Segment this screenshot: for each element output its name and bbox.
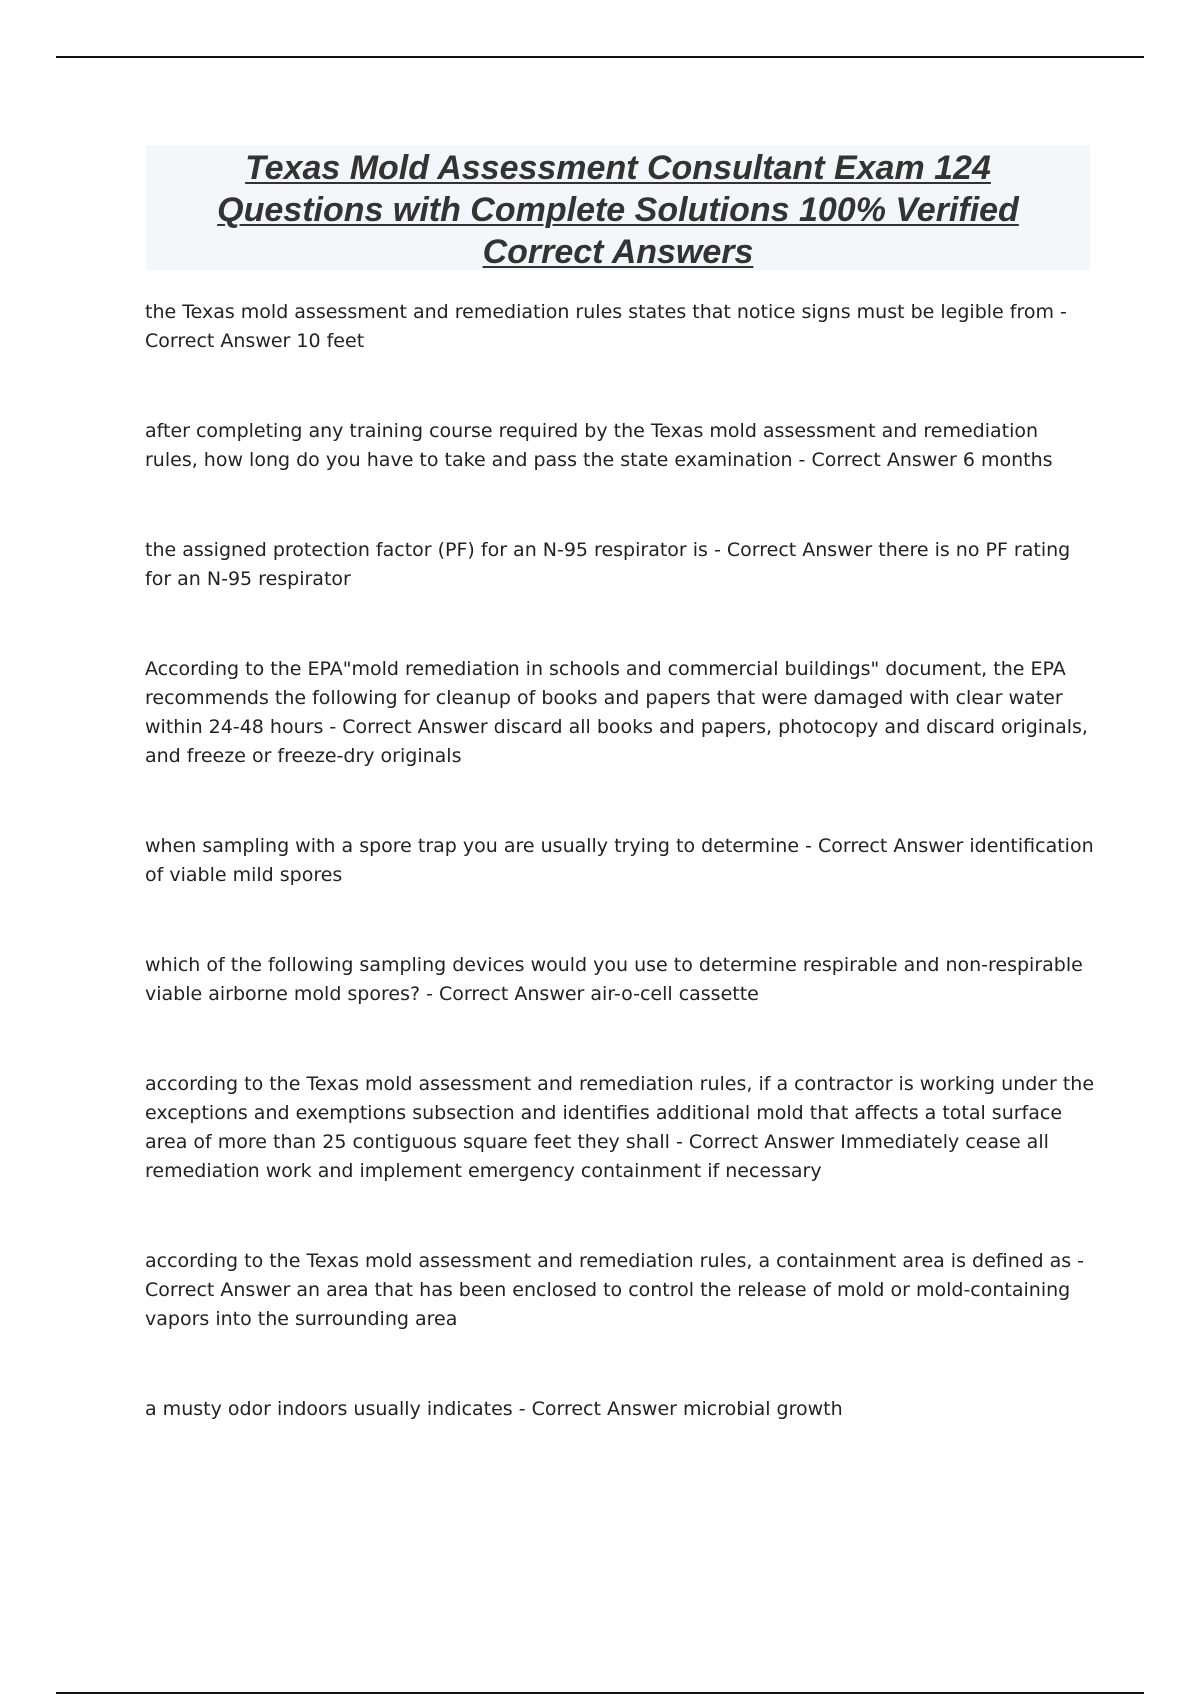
qa-item: according to the Texas mold assessment and remediation rules, a containment area is defined as - Correct Answer an area that has been enclosed to control the release of mold or mold-containing vapors into the surrounding area [145, 1250, 1085, 1330]
title-line: Texas Mold Assessment Consultant Exam 124 [245, 149, 991, 187]
qa-item: a musty odor indoors usually indicates - Correct Answer microbial growth [145, 1398, 843, 1420]
qa-item: after completing any training course required by the Texas mold assessment and remediation rules, how long do you have to take and pass the state examination - Correct Answer 6 months [145, 420, 1053, 471]
qa-item: the assigned protection factor (PF) for an N-95 respirator is - Correct Answer there is no PF rating for an N-95 respirator [145, 539, 1071, 590]
title-line: Questions with Complete Solutions 100% Verified [217, 191, 1019, 229]
top-rule [56, 56, 1144, 58]
document-title [146, 145, 1090, 270]
bottom-rule [56, 1692, 1144, 1694]
qa-item: which of the following sampling devices would you use to determine respirable and non-respirable viable airborne mold spores? - Correct Answer air-o-cell cassette [145, 954, 1083, 1005]
qa-item: the Texas mold assessment and remediation rules states that notice signs must be legible from - Correct Answer 10 feet [145, 301, 1067, 352]
qa-item: According to the EPA"mold remediation in schools and commercial buildings" document, the EPA recommends the following for cleanup of books and papers that were damaged with clear water within 24-48 hours - Correct Answer discard all books and papers, photocopy and discard originals, and freeze or freeze-dry originals [145, 658, 1088, 767]
title-line: Correct Answers [482, 233, 754, 271]
qa-item: according to the Texas mold assessment and remediation rules, if a contractor is working under the exceptions and exemptions subsection and identifies additional mold that affects a total surface area of more than 25 contiguous square feet they shall - Correct Answer Immediately cease all remediation work and implement emergency containment if necessary [145, 1073, 1095, 1182]
qa-list [145, 298, 1095, 1424]
qa-item: when sampling with a spore trap you are usually trying to determine - Correct Answer identification of viable mild spores [145, 835, 1094, 886]
